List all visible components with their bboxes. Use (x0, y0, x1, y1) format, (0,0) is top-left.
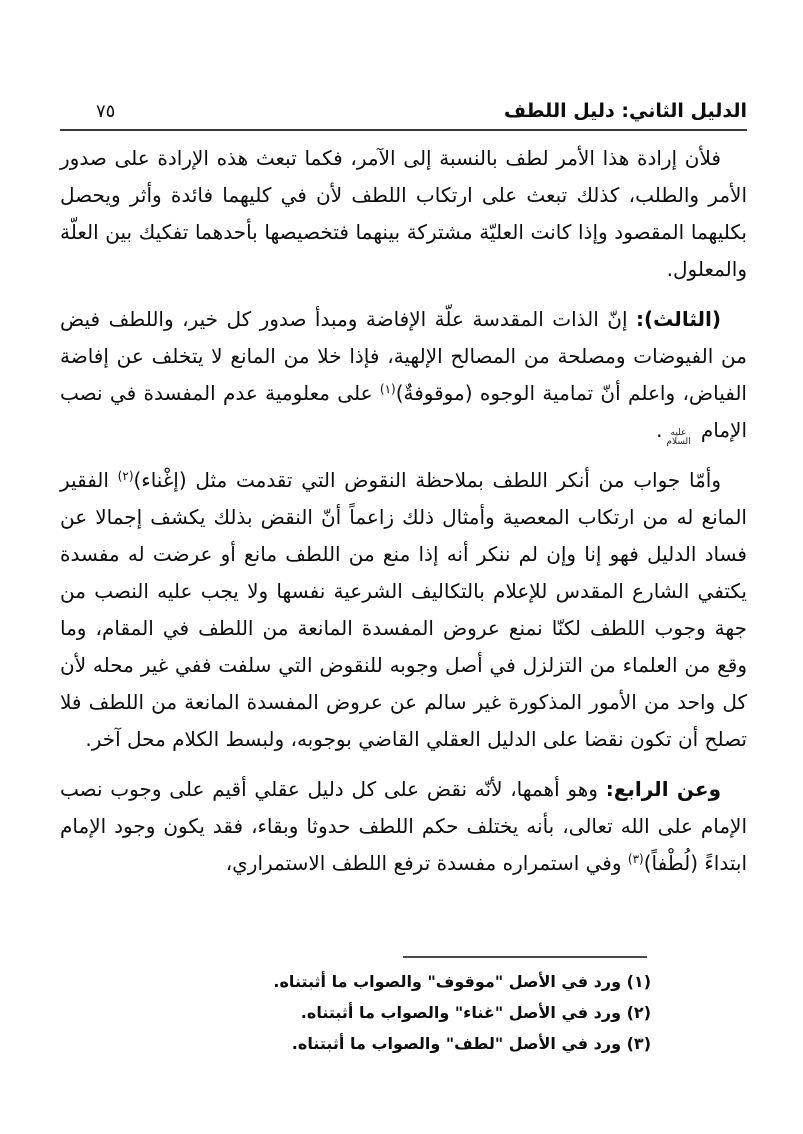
footnote-marker-3: (٣) (627, 852, 644, 866)
honorific-alayhi-salam: عليه السلام (666, 428, 691, 447)
page-body (60, 140, 747, 895)
page-header (60, 82, 747, 131)
paragraph-4-lead: وعن الرابع: (605, 777, 721, 801)
header-title: الدليل الثاني: دليل اللطف (504, 100, 747, 122)
footnote-1: (١) ورد في الأصل "موقوف" والصواب ما أثبتناه. (273, 972, 651, 991)
paragraph-3-text-b: الفقير المانع له من ارتكاب المعصية وأمثال ذلك زاعماً أنّ النقض بذلك يكشف إجمالا عن فساد الدليل فهو إنا وإن لم ننكر أنه إذا منع من اللطف مانع أو عرضت له مفسدة يكتفي الشارع المقدس للإعلام بالتكاليف الشرعية نفسها ولا يجب عليه النصب من جهة وجوب اللطف لكنّا نمنع عروض المفسدة المانعة من اللطف في المقام، وما وقع من العلماء من التزلزل في أصل وجوبه للنقوض التي سلفت ففي غير محله لأن كل واحد من الأمور المذكورة غير سالم عن عروض المفسدة المانعة من اللطف فلا تصلح أن تكون نقضا على الدليل العقلي القاضي بوجوبه، ولبسط الكلام محل آخر. (60, 468, 747, 751)
paragraph-4-text-b: وفي استمراره مفسدة ترفع اللطف الاستمراري، (225, 851, 628, 875)
paragraph-4-text-a: وهو أهمها، لأنّه نقض على كل دليل عقلي أقيم على وجوب نصب الإمام على الله تعالى، بأنه يختلف حكم اللطف حدوثا وبقاء، فقد يكون وجود الإمام ابتداءً (لُطْفاً) (60, 777, 747, 875)
footnote-marker-1: (١) (379, 382, 396, 396)
paragraph-2-text-b: على معلومية عدم المفسدة في نصب الإمام (60, 381, 747, 442)
footnotes-section (60, 966, 651, 1059)
footnote-3: (٣) ورد في الأصل "لطف" والصواب ما أثبتناه. (291, 1034, 651, 1053)
paragraph-2 (60, 301, 747, 449)
footnote-separator (403, 956, 647, 958)
paragraph-2-text-a: إنّ الذات المقدسة علّة الإفاضة ومبدأ صدور كل خير، واللطف فيض من الفيوضات ومصلحة من المصالح الإلهية، فإذا خلا من المانع لا يتخلف عن إفاضة الفياض، واعلم أنّ تمامية الوجوه (موقوفةٌ) (60, 307, 747, 405)
paragraph-3 (60, 462, 747, 758)
page-number: ٧٥ (96, 101, 116, 122)
paragraph-4 (60, 771, 747, 882)
paragraph-3-text-a: وأمّا جواب من أنكر اللطف بملاحظة النقوض التي تقدمت مثل (إغْناء) (133, 468, 721, 492)
footnote-2: (٢) ورد في الأصل "غناء" والصواب ما أثبتناه. (300, 1003, 651, 1022)
paragraph-1 (60, 140, 747, 288)
paragraph-2-lead: (الثالث): (636, 307, 721, 331)
footnote-marker-2: (٢) (117, 469, 134, 483)
paragraph-2-text-c: . (656, 418, 663, 442)
paragraph-1-text: فلأن إرادة هذا الأمر لطف بالنسبة إلى الآمر، فكما تبعث هذه الإرادة على صدور الأمر والطلب، كذلك تبعث على ارتكاب اللطف لأن في كليهما فائدة وأثر ويحصل بكليهما المقصود وإذا كانت العليّة مشتركة بينهما فتخصيصها بأحدهما تفكيك بين العلّة والمعلول. (60, 146, 747, 281)
